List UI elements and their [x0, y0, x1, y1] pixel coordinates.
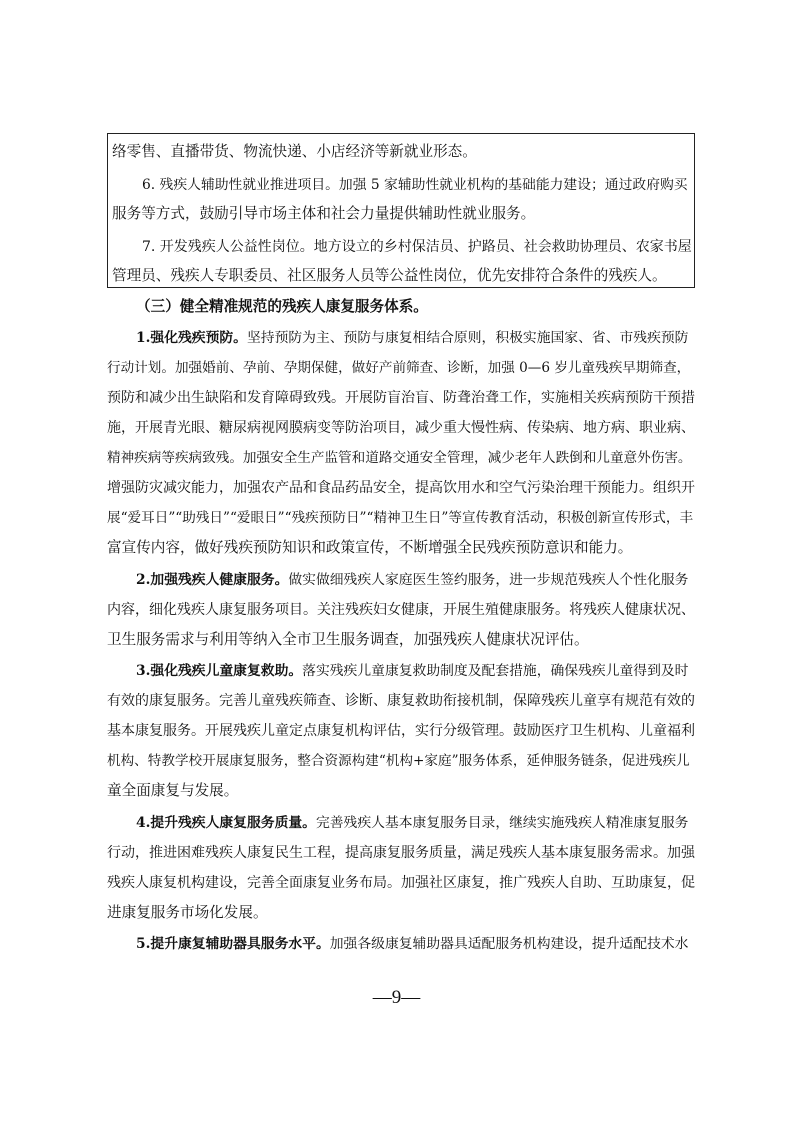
paragraph-3-line: 童全面康复与发展。	[107, 782, 239, 799]
paragraph-3-line	[136, 661, 688, 681]
paragraph-2-line	[136, 570, 688, 590]
paragraph-4-title: 4.提升残疾人康复服务质量。	[136, 815, 316, 831]
paragraph-3-line: 机构、特教学校开展康复服务，整合资源构建“机构+家庭”服务体系，延伸服务链条，促进残疾儿	[107, 753, 690, 769]
paragraph-3-line: 有效的康复服务。完善儿童残疾筛查、诊断、康复救助衔接机制，保障残疾儿童享有规范有效的	[107, 693, 695, 709]
paragraph-2-title: 2.加强残疾人健康服务。	[136, 572, 289, 588]
paragraph-1-line: 精神疾病等疾病致残。加强安全生产监管和道路交通安全管理，减少老年人跌倒和儿童意外伤害。	[107, 450, 692, 466]
paragraph-4-line: 进康复服务市场化发展。	[107, 904, 268, 921]
paragraph-1-title: 1.强化残疾预防。	[136, 330, 247, 346]
box-item-7-line: 7. 开发残疾人公益性岗位。地方设立的乡村保洁员、护路员、社会救助协理员、农家书屋	[142, 239, 692, 255]
page-number: —9—	[372, 987, 421, 1008]
paragraph-5-title: 5.提升康复辅助器具服务水平。	[136, 936, 330, 952]
paragraph-1-text: 坚持预防为主、预防与康复相结合原则，积极实施国家、省、市残疾预防	[246, 330, 689, 346]
paragraph-1-line: 行动计划。加强婚前、孕前、孕期保健，做好产前筛查、诊断，加强 0—6 岁儿童残疾早期筛查，	[107, 360, 691, 376]
paragraph-5-text: 加强各级康复辅助器具适配服务机构建设，提升适配技术水	[329, 936, 689, 952]
paragraph-1-line: 预防和减少出生缺陷和发育障碍致残。开展防盲治盲、防聋治聋工作，实施相关疾病预防干预措	[107, 390, 695, 406]
paragraph-4-line: 行动，推进困难残疾人康复民生工程，提高康复服务质量，满足残疾人基本康复服务需求。加强	[107, 845, 695, 861]
paragraph-4-text: 完善残疾人基本康复服务目录，继续实施残疾人精准康复服务	[315, 815, 689, 831]
box-item-6-line: 服务等方式，鼓励引导市场主体和社会力量提供辅助性就业服务。	[112, 205, 536, 222]
box-item-7-line: 管理员、残疾人专职委员、社区服务人员等公益性岗位，优先安排符合条件的残疾人。	[112, 267, 667, 284]
paragraph-3-text: 落实残疾儿童康复救助制度及配套措施，确保残疾儿童得到及时	[302, 663, 689, 679]
paragraph-1-line	[136, 328, 688, 348]
paragraph-4-line: 残疾人康复机构建设，完善全面康复业务布局。加强社区康复，推广残疾人自助、互助康复，促	[107, 875, 695, 891]
paragraph-5-line	[136, 934, 688, 954]
paragraph-2-line: 卫生服务需求与利用等纳入全市卫生服务调查，加强残疾人健康状况评估。	[107, 631, 589, 648]
paragraph-2-line: 内容，细化残疾人康复服务项目。关注残疾妇女健康，开展生殖健康服务。将残疾人健康状况、	[107, 602, 695, 618]
paragraph-3-title: 3.强化残疾儿童康复救助。	[136, 663, 303, 679]
paragraph-1-line: 富宣传内容，做好残疾预防知识和政策宣传，不断增强全民残疾预防意识和能力。	[107, 539, 633, 556]
box-item-6-line: 6. 残疾人辅助性就业推进项目。加强 5 家辅助性就业机构的基础能力建设；通过政府购买	[142, 177, 688, 193]
paragraph-2-text: 做实做细残疾人家庭医生签约服务，进一步规范残疾人个性化服务	[288, 572, 689, 588]
paragraph-1-line: 增强防灾减灾能力，加强农产品和食品药品安全，提高饮用水和空气污染治理干预能力。组织开	[107, 480, 695, 496]
paragraph-4-line	[136, 813, 688, 833]
paragraph-1-line: 施，开展青光眼、糖尿病视网膜病变等防治项目，减少重大慢性病、传染病、地方病、职业病、	[107, 420, 695, 436]
box-line: 络零售、直播带货、物流快递、小店经济等新就业形态。	[112, 143, 477, 160]
paragraph-1-line: 展“爱耳日”“助残日”“爱眼日”“残疾预防日”“精神卫生日”等宣传教育活动，积极创新宣传形式，丰	[107, 510, 694, 526]
paragraph-3-line: 基本康复服务。开展残疾儿童定点康复机构评估，实行分级管理。鼓励医疗卫生机构、儿童福利	[107, 723, 695, 739]
section-heading: （三）健全精准规范的残疾人康复服务体系。	[136, 298, 428, 315]
